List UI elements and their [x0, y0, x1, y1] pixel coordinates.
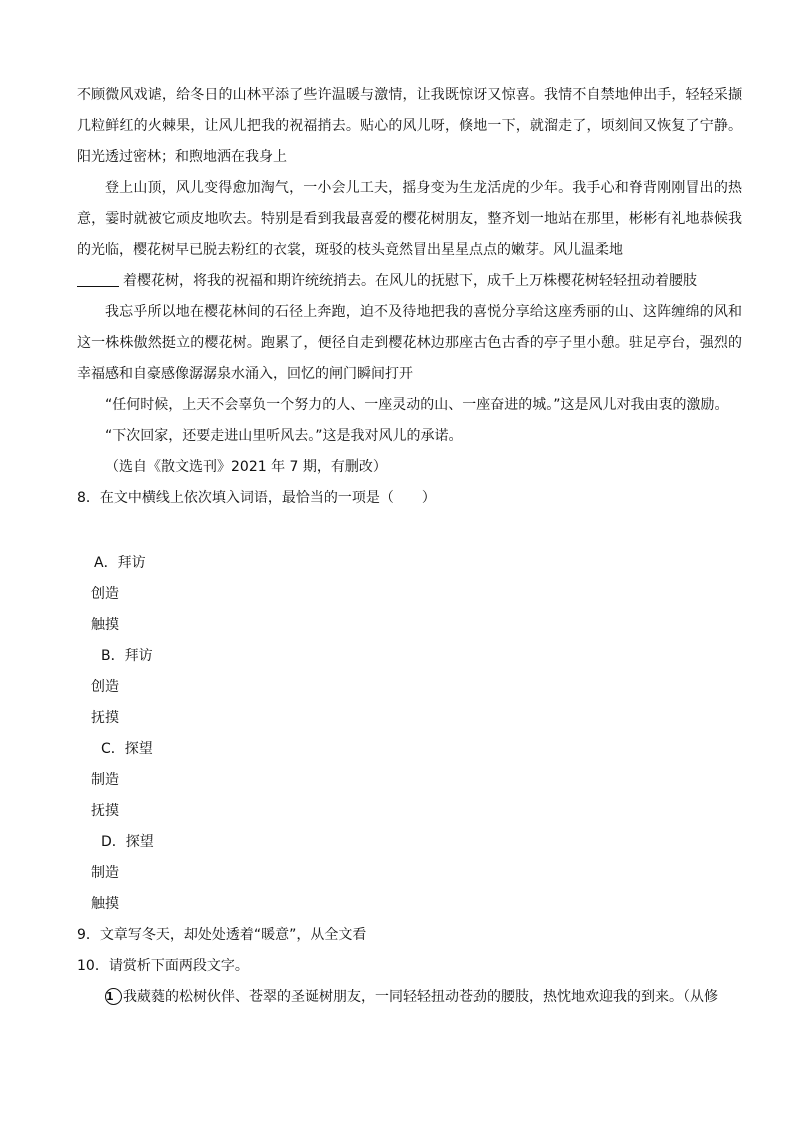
passage-paragraph-3 — [77, 266, 742, 297]
passage-paragraph-3-text: 着樱花树，将我的祝福和期许统统捎去。在风儿的抚慰下，成千上万株樱花树轻轻扭动着腰肢 — [123, 273, 697, 289]
option-b-word-2: 创造 — [91, 679, 119, 695]
option-a-word-2: 创造 — [91, 586, 119, 602]
passage-paragraph-6: “下次回家，还要走进山里听风去。”这是我对风儿的承诺。 — [105, 428, 463, 444]
passage-paragraph-5: “任何时候，上天不会辜负一个努力的人、一座灵动的山、一座奋进的城。”这是风儿对我由衷的激励。 — [105, 397, 729, 413]
option-a-word-3: 触摸 — [91, 617, 119, 633]
question-10-item-1 — [77, 982, 742, 1013]
passage-paragraph-1: 不顾微风戏谑，给冬日的山林平添了些许温暖与激情，让我既惊讶又惊喜。我情不自禁地伸出手，轻轻采撷几粒鲜红的火棘果，让风儿把我的祝福捎去。贴心的风儿呀，倏地一下，就溜走了，顷刻间又恢复了宁静。阳光透过密林；和煦地洒在我身上 — [77, 87, 742, 165]
question-8-spacer — [77, 514, 742, 548]
fill-blank-line — [77, 272, 119, 287]
option-c-word-3: 抚摸 — [91, 803, 119, 819]
option-d-word-3: 触摸 — [91, 896, 119, 912]
passage-paragraph-4: 我忘乎所以地在樱花林间的石径上奔跑，迫不及待地把我的喜悦分享给这座秀丽的山、这阵缠绵的风和这一株株傲然挺立的樱花树。跑累了，便径自走到樱花林边那座古色古香的亭子里小憩。驻足亭台，强烈的幸福感和自豪感像潺潺泉水涌入，回忆的闸门瞬间打开 — [77, 304, 742, 382]
question-10-item-1-text: 我葳蕤的松树伙伴、苍翠的圣诞树朋友，一同轻轻扭动苍劲的腰肢，热忱地欢迎我的到来。（从修 — [123, 989, 718, 1005]
question-8-options — [77, 548, 742, 920]
question-10-stem: 10．请赏析下面两段文字。 — [77, 958, 249, 974]
option-c-label: C．探望 — [101, 741, 153, 757]
document-content — [77, 80, 742, 1013]
option-d-label: D．探望 — [101, 834, 154, 850]
question-9-stem: 9．文章写冬天，却处处透着“暖意”，从全文看 — [77, 927, 367, 943]
passage-source: （选自《散文选刊》2021 年 7 期，有删改） — [105, 459, 387, 475]
circled-number-1: 1 — [105, 988, 122, 1005]
option-d-word-2: 制造 — [91, 865, 119, 881]
question-8-stem: 8．在文中横线上依次填入词语，最恰当的一项是（ ） — [77, 490, 436, 506]
option-c-word-2: 制造 — [91, 772, 119, 788]
option-a-label: A．拜访 — [94, 555, 146, 571]
option-b-label: B．拜访 — [101, 648, 153, 664]
option-b-word-3: 抚摸 — [91, 710, 119, 726]
passage-paragraph-2: 登上山顶，风儿变得愈加淘气，一小会儿工夫，摇身变为生龙活虎的少年。我手心和脊背刚刚冒出的热意，霎时就被它顽皮地吹去。特别是看到我最喜爱的樱花树朋友，整齐划一地站在那里，彬彬有礼地恭候我的光临，樱花树早已脱去粉红的衣裳，斑驳的枝头竟然冒出星星点点的嫩芽。风儿温柔地 — [77, 180, 742, 258]
